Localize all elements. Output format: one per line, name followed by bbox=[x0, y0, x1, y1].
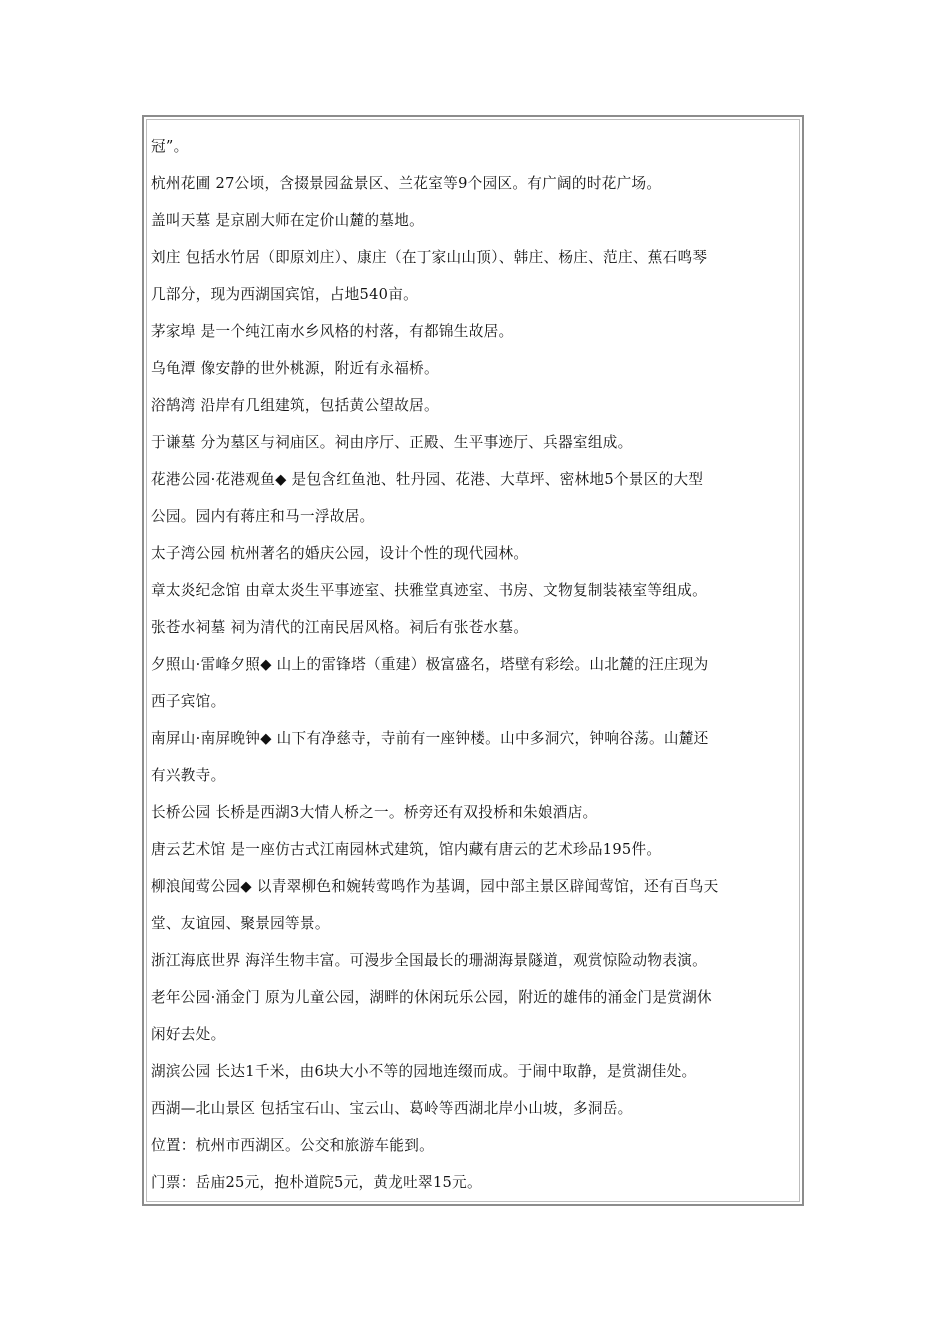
text-line: 浙江海底世界 海洋生物丰富。可漫步全国最长的珊湖海景隧道，观赏惊险动物表演。 bbox=[151, 952, 708, 969]
text-line: 茅家埠 是一个纯江南水乡风格的村落，有都锦生故居。 bbox=[151, 323, 514, 340]
text-line: 老年公园·涌金门 原为儿童公园，湖畔的休闲玩乐公园，附近的雄伟的涌金门是赏湖休 bbox=[151, 989, 712, 1006]
text-line: 夕照山·雷峰夕照◆ 山上的雷锋塔（重建）极富盛名，塔壁有彩绘。山北麓的汪庄现为 bbox=[151, 656, 709, 673]
text-line: 唐云艺术馆 是一座仿古式江南园林式建筑，馆内藏有唐云的艺术珍品195件。 bbox=[151, 841, 662, 858]
text-line: 盖叫天墓 是京剧大师在定价山麓的墓地。 bbox=[151, 212, 425, 229]
text-line: 冠”。 bbox=[151, 138, 189, 155]
text-line: 西子宾馆。 bbox=[151, 693, 226, 710]
text-line: 有兴教寺。 bbox=[151, 767, 226, 784]
text-line: 西湖—北山景区 包括宝石山、宝云山、葛岭等西湖北岸小山坡，多洞岳。 bbox=[151, 1100, 633, 1117]
text-line: 章太炎纪念馆 由章太炎生平事迹室、扶雅堂真迹室、书房、文物复制装裱室等组成。 bbox=[151, 582, 708, 599]
text-line: 长桥公园 长桥是西湖3大情人桥之一。桥旁还有双投桥和朱娘酒店。 bbox=[151, 804, 598, 821]
text-line: 乌龟潭 像安静的世外桃源，附近有永福桥。 bbox=[151, 360, 439, 377]
text-line: 柳浪闻莺公园◆ 以青翠柳色和婉转莺鸣作为基调，园中部主景区辟闻莺馆，还有百鸟天 bbox=[151, 878, 719, 895]
text-line: 刘庄 包括水竹居（即原刘庄）、康庄（在丁家山山顶）、韩庄、杨庄、范庄、蕉石鸣琴 bbox=[151, 249, 708, 266]
text-line: 位置：杭州市西湖区。公交和旅游车能到。 bbox=[151, 1137, 434, 1154]
text-line: 公园。园内有蒋庄和马一浮故居。 bbox=[151, 508, 375, 525]
text-line: 湖滨公园 长达1千米，由6块大小不等的园地连缀而成。于闹中取静，是赏湖佳处。 bbox=[151, 1063, 697, 1080]
text-line: 浴鹄湾 沿岸有几组建筑，包括黄公望故居。 bbox=[151, 397, 439, 414]
text-line: 堂、友谊园、聚景园等景。 bbox=[151, 915, 330, 932]
text-line: 门票：岳庙25元，抱朴道院5元，黄龙吐翠15元。 bbox=[151, 1174, 482, 1191]
text-line: 张苍水祠墓 祠为清代的江南民居风格。祠后有张苍水墓。 bbox=[151, 619, 529, 636]
text-line: 杭州花圃 27公顷，含掇景园盆景区、兰花室等9个园区。有广阔的时花广场。 bbox=[151, 175, 662, 192]
text-line: 太子湾公园 杭州著名的婚庆公园，设计个性的现代园林。 bbox=[151, 545, 529, 562]
text-line: 南屏山·南屏晚钟◆ 山下有净慈寺，寺前有一座钟楼。山中多洞穴，钟响谷荡。山麓还 bbox=[151, 730, 709, 747]
text-line: 花港公园·花港观鱼◆ 是包含红鱼池、牡丹园、花港、大草坪、密林地5个景区的大型 bbox=[151, 471, 704, 488]
document-body bbox=[151, 128, 801, 1201]
text-line: 于谦墓 分为墓区与祠庙区。祠由序厅、正殿、生平事迹厅、兵器室组成。 bbox=[151, 434, 633, 451]
text-line: 闲好去处。 bbox=[151, 1026, 226, 1043]
text-line: 几部分，现为西湖国宾馆，占地540亩。 bbox=[151, 286, 419, 303]
